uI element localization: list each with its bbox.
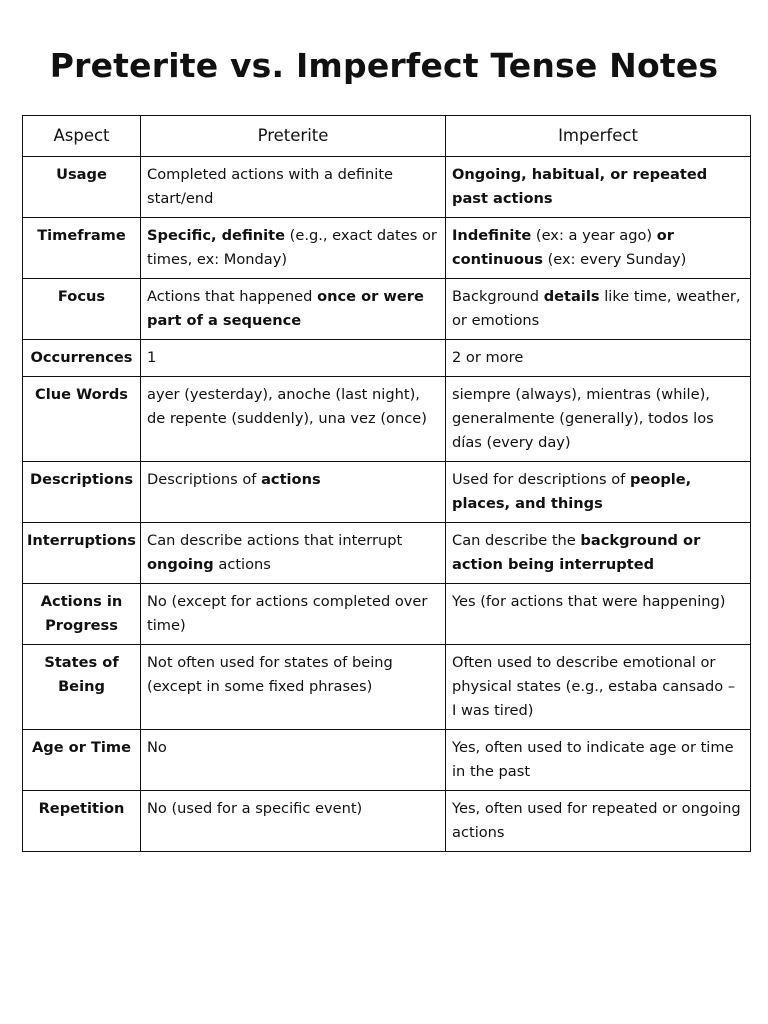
table-row — [23, 523, 751, 584]
bold-text: Ongoing, habitual, or repeated past actions — [452, 166, 708, 207]
cell-text: actions — [213, 556, 271, 573]
imperfect-cell — [446, 340, 751, 377]
table-row — [23, 791, 751, 852]
imperfect-cell — [446, 730, 751, 791]
row-aspect-label: States of Being — [23, 645, 141, 730]
preterite-cell — [141, 462, 446, 523]
bold-text: details — [543, 288, 600, 305]
preterite-cell — [141, 377, 446, 462]
cell-text: (e.g., exact dates or times, ex: Monday) — [147, 227, 437, 268]
imperfect-cell — [446, 279, 751, 340]
table-row — [23, 584, 751, 645]
table-row — [23, 645, 751, 730]
row-aspect-label: Age or Time — [23, 730, 141, 791]
cell-text: (ex: a year ago) — [531, 227, 657, 244]
cell-text: siempre (always), mientras (while), generalmente (generally), todos los días (every day) — [452, 386, 714, 451]
bold-text: ongoing — [147, 556, 214, 573]
cell-text: Can describe actions that interrupt — [147, 532, 403, 549]
table-body — [23, 157, 751, 852]
bold-text: Indefinite — [452, 227, 532, 244]
cell-text: Often used to describe emotional or physical states (e.g., estaba cansado – I was tired) — [452, 654, 736, 719]
row-aspect-label: Actions in Progress — [23, 584, 141, 645]
comparison-table — [22, 115, 751, 852]
cell-text: Yes, often used for repeated or ongoing actions — [452, 800, 741, 841]
row-aspect-label: Focus — [23, 279, 141, 340]
table-row — [23, 340, 751, 377]
preterite-cell — [141, 791, 446, 852]
imperfect-cell — [446, 523, 751, 584]
preterite-cell — [141, 730, 446, 791]
column-header-preterite: Preterite — [141, 116, 446, 157]
bold-text: or continuous — [452, 227, 674, 268]
row-aspect-label: Descriptions — [23, 462, 141, 523]
cell-text: Yes, often used to indicate age or time in the past — [452, 739, 734, 780]
table-row — [23, 462, 751, 523]
preterite-cell — [141, 279, 446, 340]
imperfect-cell — [446, 645, 751, 730]
cell-text: No (used for a specific event) — [147, 800, 363, 817]
imperfect-cell — [446, 157, 751, 218]
column-header-imperfect: Imperfect — [446, 116, 751, 157]
cell-text: (ex: every Sunday) — [542, 251, 687, 268]
imperfect-cell — [446, 584, 751, 645]
preterite-cell — [141, 645, 446, 730]
cell-text: Used for descriptions of — [452, 471, 630, 488]
cell-text: Completed actions with a definite start/end — [147, 166, 394, 207]
cell-text: Can describe the — [452, 532, 581, 549]
preterite-cell — [141, 340, 446, 377]
preterite-cell — [141, 523, 446, 584]
bold-text: once or were part of a sequence — [147, 288, 424, 329]
cell-text: Not often used for states of being (except in some fixed phrases) — [147, 654, 393, 695]
imperfect-cell — [446, 377, 751, 462]
preterite-cell — [141, 157, 446, 218]
imperfect-cell — [446, 791, 751, 852]
row-aspect-label: Timeframe — [23, 218, 141, 279]
preterite-cell — [141, 584, 446, 645]
bold-text: actions — [261, 471, 321, 488]
imperfect-cell — [446, 462, 751, 523]
table-header-row — [23, 116, 751, 157]
row-aspect-label: Usage — [23, 157, 141, 218]
cell-text: Descriptions of — [147, 471, 262, 488]
row-aspect-label: Interruptions — [23, 523, 141, 584]
cell-text: like time, weather, or emotions — [452, 288, 741, 329]
cell-text: No (except for actions completed over time) — [147, 593, 428, 634]
imperfect-cell — [446, 218, 751, 279]
preterite-cell — [141, 218, 446, 279]
row-aspect-label: Clue Words — [23, 377, 141, 462]
table-row — [23, 377, 751, 462]
table-row — [23, 157, 751, 218]
cell-text: No — [147, 739, 167, 756]
cell-text: 1 — [147, 349, 157, 366]
cell-text: 2 or more — [452, 349, 524, 366]
cell-text: Actions that happened — [147, 288, 318, 305]
cell-text: Yes (for actions that were happening) — [452, 593, 726, 610]
row-aspect-label: Occurrences — [23, 340, 141, 377]
cell-text: ayer (yesterday), anoche (last night), de repente (suddenly), una vez (once) — [147, 386, 427, 427]
table-row — [23, 218, 751, 279]
page-title: Preterite vs. Imperfect Tense Notes — [49, 46, 719, 85]
table-row — [23, 730, 751, 791]
column-header-aspect: Aspect — [23, 116, 141, 157]
bold-text: background or action being interrupted — [452, 532, 701, 573]
bold-text: people, places, and things — [452, 471, 692, 512]
row-aspect-label: Repetition — [23, 791, 141, 852]
cell-text: Background — [452, 288, 544, 305]
bold-text: Specific, definite — [147, 227, 286, 244]
table-row — [23, 279, 751, 340]
